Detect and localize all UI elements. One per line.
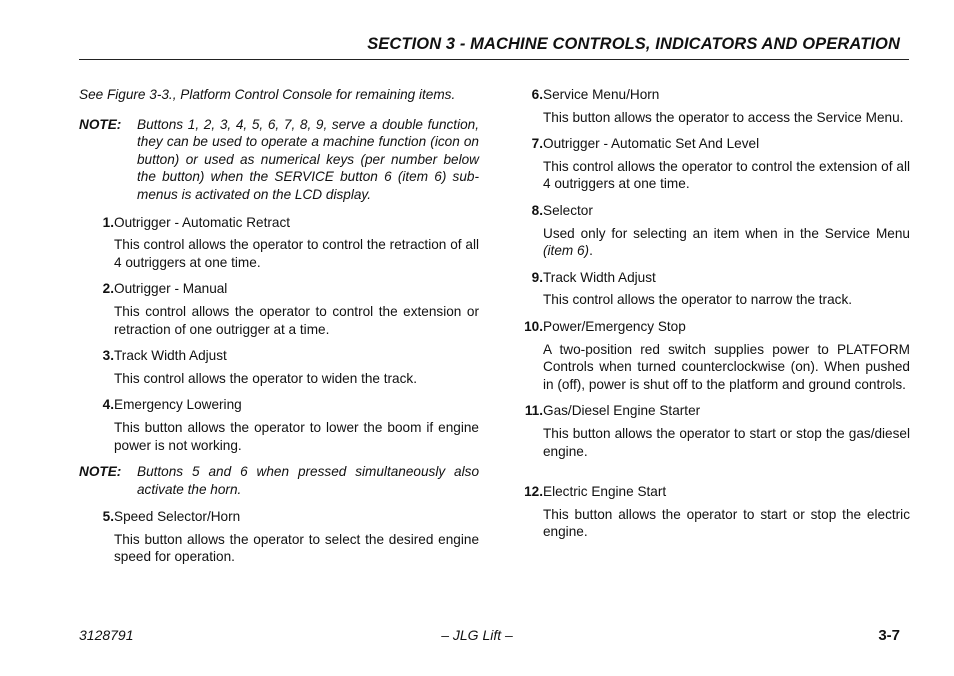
list-item xyxy=(508,483,910,541)
list-item xyxy=(508,269,910,309)
item-title: Outrigger - Manual xyxy=(114,281,228,297)
header-divider xyxy=(79,59,909,60)
item-description: This control allows the operator to narrow the track. xyxy=(543,292,853,308)
item-title: Selector xyxy=(543,202,593,218)
list-item xyxy=(79,396,479,454)
item-description: This control allows the operator to control the retraction of all 4 outriggers at one time. xyxy=(114,237,479,270)
item-title: Service Menu/Horn xyxy=(543,87,660,102)
note-label: NOTE: xyxy=(79,464,122,480)
list-item xyxy=(508,318,910,393)
note-text: Buttons 5 and 6 when pressed simultaneously also activate the horn. xyxy=(137,464,479,497)
item-title: Speed Selector/Horn xyxy=(114,509,241,525)
list-item xyxy=(508,86,910,126)
list-item xyxy=(79,214,479,272)
item-number: 3. xyxy=(102,348,114,364)
item-description: This button allows the operator to access the Service Menu. xyxy=(543,109,904,125)
item-description: This button allows the operator to start or stop the electric engine. xyxy=(543,506,910,540)
item-title: Emergency Lowering xyxy=(114,397,242,413)
item-title: Track Width Adjust xyxy=(114,348,227,364)
list-item xyxy=(508,402,910,460)
note-2 xyxy=(79,463,479,498)
list-item xyxy=(79,280,479,338)
note-label: NOTE: xyxy=(79,116,122,132)
item-title: Power/Emergency Stop xyxy=(543,318,686,334)
note-1 xyxy=(79,116,479,204)
item-description-end: . xyxy=(589,243,593,259)
item-number: 1. xyxy=(102,214,114,230)
note-text: Buttons 1, 2, 3, 4, 5, 6, 7, 8, 9, serve a double function, they can be used to operate a machine function (icon on button) or used as numerical keys (per number below the button) when the SERVICE button 6 (item 6) sub-menus is activated on the LCD display. xyxy=(137,116,479,202)
list-item xyxy=(508,202,910,260)
item-number: 2. xyxy=(102,281,114,297)
footer-page-number: 3-7 xyxy=(878,627,900,644)
item-description: A two-position red switch supplies power to PLATFORM Controls when turned counterclockwise (on). When pushed in (off), power is shut off to the platform and ground controls. xyxy=(543,341,910,392)
item-number: 6. xyxy=(531,87,543,102)
intro-text: See Figure 3-3., Platform Control Console for remaining items. xyxy=(79,87,456,102)
item-title: Electric Engine Start xyxy=(543,484,667,500)
item-number: 9. xyxy=(531,269,543,285)
item-description: This control allows the operator to control the extension of all 4 outriggers at one time. xyxy=(543,158,910,192)
section-header-title: SECTION 3 - MACHINE CONTROLS, INDICATORS AND OPERATION xyxy=(367,35,900,53)
item-title: Gas/Diesel Engine Starter xyxy=(543,403,701,419)
item-number: 5. xyxy=(102,509,114,525)
item-description xyxy=(543,225,910,260)
item-description: This button allows the operator to select the desired engine speed for operation. xyxy=(114,531,479,565)
item-number: 11. xyxy=(524,403,543,419)
list-item xyxy=(508,135,910,193)
item-number: 8. xyxy=(531,202,543,218)
item-number: 4. xyxy=(102,397,114,413)
right-column xyxy=(508,86,910,550)
item-title: Outrigger - Automatic Set And Level xyxy=(543,136,760,152)
item-number: 12. xyxy=(524,484,543,500)
item-title: Track Width Adjust xyxy=(543,269,656,285)
footer-publisher: – JLG Lift – xyxy=(441,627,513,643)
list-item xyxy=(79,508,479,566)
left-column xyxy=(79,86,479,575)
item-description-text: Used only for selecting an item when in the Service Menu xyxy=(543,225,910,241)
item-description: This button allows the operator to start or stop the gas/diesel engine. xyxy=(543,425,910,459)
item-number: 10. xyxy=(524,318,543,334)
item-title: Outrigger - Automatic Retract xyxy=(114,214,291,230)
item-number: 7. xyxy=(531,136,543,152)
footer-doc-number: 3128791 xyxy=(79,627,134,643)
item-description: This control allows the operator to widen the track. xyxy=(114,370,417,386)
item-reference: (item 6) xyxy=(543,243,590,259)
list-item xyxy=(79,347,479,387)
item-description: This control allows the operator to control the extension or retraction of one outrigger at a time. xyxy=(114,303,479,337)
item-description: This button allows the operator to lower the boom if engine power is not working. xyxy=(114,419,479,453)
